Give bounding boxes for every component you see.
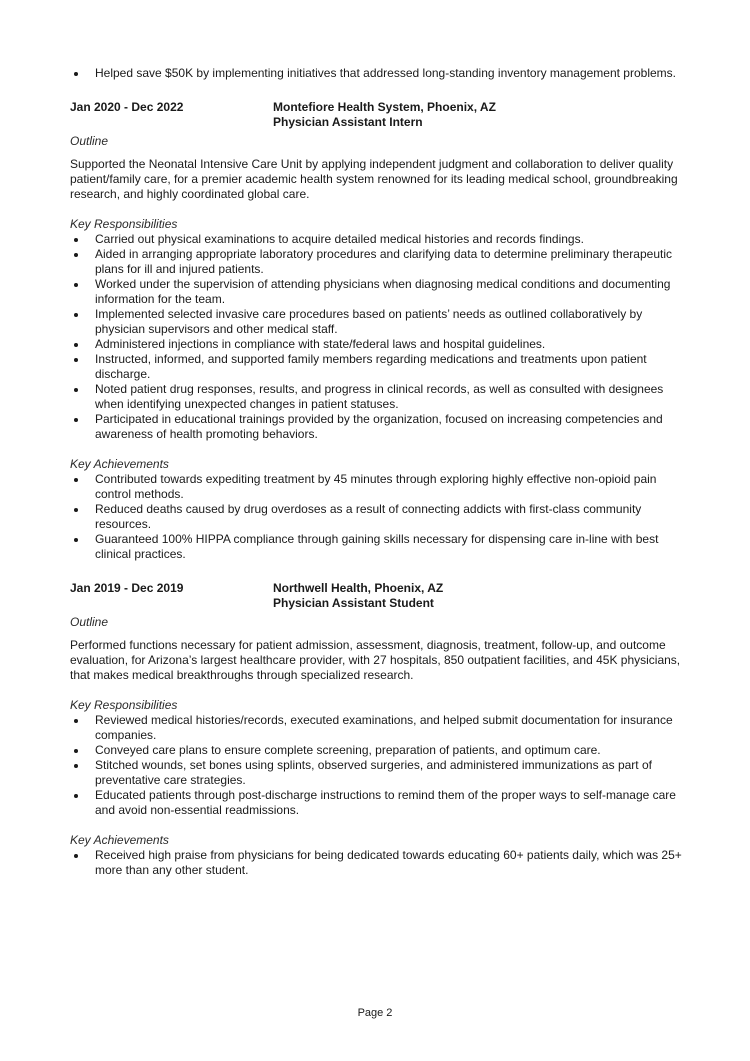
list-item: Carried out physical examinations to acquire detailed medical histories and records findings.: [70, 232, 682, 247]
list-item: Received high praise from physicians for being dedicated towards educating 60+ patients daily, which was 25+ more than any other student.: [70, 848, 682, 878]
list-item: Instructed, informed, and supported family members regarding medications and treatments upon patient discharge.: [70, 352, 682, 382]
list-item: Aided in arranging appropriate laboratory procedures and clarifying data to determine preliminary therapeutic plans for ill and injured patients.: [70, 247, 682, 277]
achievements-list: [70, 472, 682, 562]
job-header: [70, 100, 682, 130]
list-item: Participated in educational trainings provided by the organization, focused on increasing competencies and awareness of health promoting behaviors.: [70, 412, 682, 442]
job-title: Physician Assistant Student: [273, 596, 434, 610]
responsibilities-label: Key Responsibilities: [70, 217, 178, 231]
responsibilities-list: [70, 232, 682, 442]
outline-label: Outline: [70, 134, 109, 148]
job-org-block: [273, 581, 682, 611]
list-item: Administered injections in compliance with state/federal laws and hospital guidelines.: [70, 337, 682, 352]
job-dates: Jan 2020 - Dec 2022: [70, 100, 184, 114]
list-item: Reduced deaths caused by drug overdoses as a result of connecting addicts with first-class community resources.: [70, 502, 682, 532]
responsibilities-list: [70, 713, 682, 818]
list-item: Contributed towards expediting treatment by 45 minutes through exploring highly effective non-opioid pain control methods.: [70, 472, 682, 502]
achievements-list: [70, 848, 682, 878]
list-item: Noted patient drug responses, results, and progress in clinical records, as well as consulted with designees when identifying unexpected changes in patient statuses.: [70, 382, 682, 412]
list-item: Educated patients through post-discharge instructions to remind them of the proper ways to self-manage care and avoid non-essential readmissions.: [70, 788, 682, 818]
job-org-block: [273, 100, 682, 130]
list-item: Implemented selected invasive care procedures based on patients’ needs as outlined collaboratively by physician supervisors and other medical staff.: [70, 307, 682, 337]
responsibilities-label: Key Responsibilities: [70, 698, 178, 712]
list-item: Worked under the supervision of attending physicians when diagnosing medical conditions and documenting information for the team.: [70, 277, 682, 307]
job-entry-northwell: [70, 581, 682, 878]
list-item: Reviewed medical histories/records, executed examinations, and helped submit documentation for insurance companies.: [70, 713, 682, 743]
outline-text: Performed functions necessary for patient admission, assessment, diagnosis, treatment, follow-up, and outcome evaluation, for Arizona’s largest healthcare provider, with 27 hospitals, 850 outpatient facilities, and 45K physicians, that makes medical breakthroughs through specialized research.: [70, 638, 681, 682]
achievements-label: Key Achievements: [70, 833, 169, 847]
page-number: Page 2: [357, 1007, 393, 1019]
job-header: [70, 581, 682, 611]
intro-bullet-list: [70, 66, 682, 81]
outline-label: Outline: [70, 615, 109, 629]
list-item: Conveyed care plans to ensure complete screening, preparation of patients, and optimum care.: [70, 743, 682, 758]
job-organization: Montefiore Health System, Phoenix, AZ: [273, 100, 496, 114]
resume-page: [70, 66, 682, 878]
job-dates: Jan 2019 - Dec 2019: [70, 581, 184, 595]
outline-text: Supported the Neonatal Intensive Care Unit by applying independent judgment and collaboration to deliver quality patient/family care, for a premier academic health system renowned for its leading medical school, groundbreaking research, and highly coordinated global care.: [70, 157, 678, 201]
job-title: Physician Assistant Intern: [273, 115, 423, 129]
job-organization: Northwell Health, Phoenix, AZ: [273, 581, 444, 595]
list-item: Guaranteed 100% HIPPA compliance through gaining skills necessary for dispensing care in-line with best clinical practices.: [70, 532, 682, 562]
achievements-label: Key Achievements: [70, 457, 169, 471]
job-entry-montefiore: [70, 100, 682, 562]
list-item: Helped save $50K by implementing initiatives that addressed long-standing inventory management problems.: [70, 66, 682, 81]
list-item: Stitched wounds, set bones using splints, observed surgeries, and administered immunizations as part of preventative care strategies.: [70, 758, 682, 788]
